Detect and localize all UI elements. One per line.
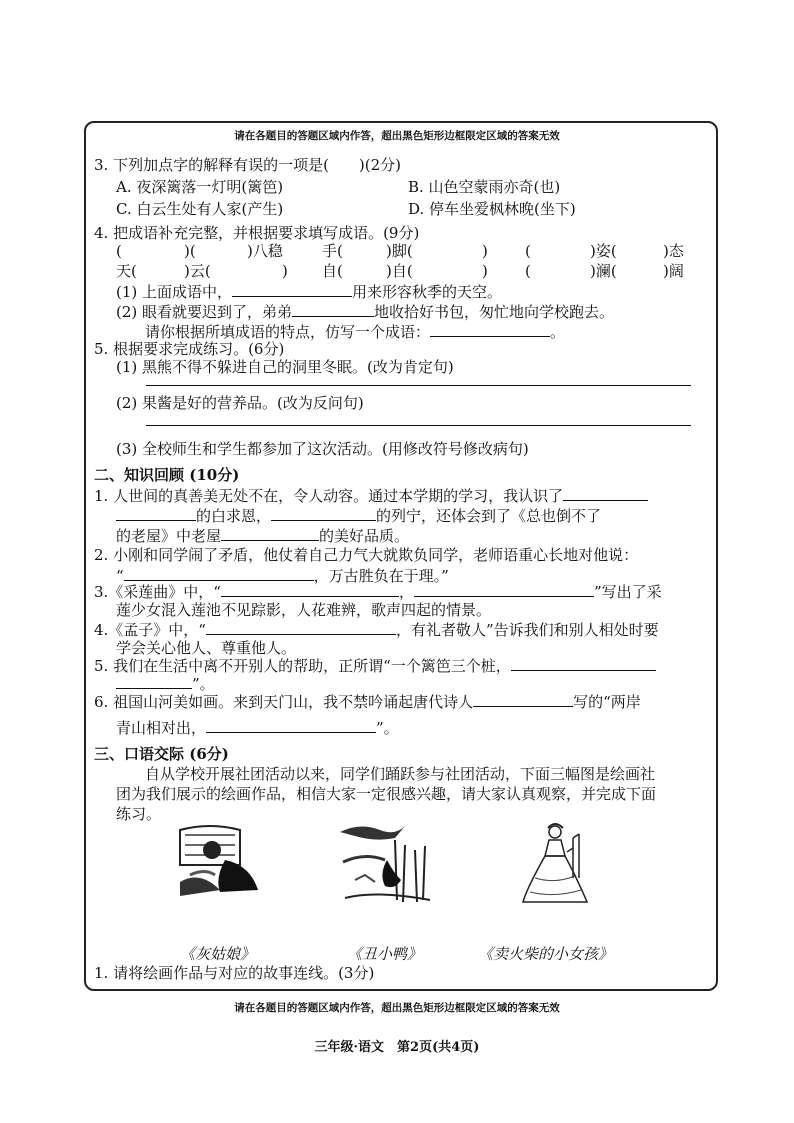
- s2-q2-tail: ，万古胜负在于理。”: [313, 567, 449, 585]
- q4-sub2-text: (2) 眼看就要迟到了，弟弟: [116, 303, 293, 321]
- s2-q2-text: “: [116, 567, 124, 585]
- s2-q3-text: 3.《采莲曲》中，“: [94, 583, 221, 601]
- answer-blank[interactable]: [511, 656, 656, 671]
- s2-q1-line3: [116, 526, 409, 545]
- drawing-cinderella[interactable]: [515, 818, 595, 906]
- caption-cinderella: 《灰姑娘》: [180, 945, 256, 963]
- s2-q3-line1: [94, 582, 662, 601]
- answer-blank[interactable]: [292, 302, 374, 317]
- s2-q1-line1: [94, 486, 648, 505]
- answer-blank[interactable]: [473, 692, 573, 707]
- idiom-cell: 天(: [116, 262, 137, 280]
- s2-q1-text4: 的老屋》中老屋: [116, 527, 222, 545]
- answer-blank[interactable]: [232, 282, 352, 297]
- answer-blank[interactable]: [116, 506, 196, 521]
- s2-q1-text2: 的白求恩，: [196, 507, 272, 525]
- s2-q3-tail: ”写出了采: [594, 583, 662, 601]
- q3-option-b: B. 山色空蒙雨亦奇(也): [408, 178, 561, 196]
- s2-q4-tail: ，有礼者敬人”告诉我们和别人相处时要: [395, 621, 659, 639]
- q5-sub2: (2) 果酱是好的营养品。(改为反问句): [116, 394, 364, 412]
- section-2-title: 二、知识回顾 (10分): [94, 466, 240, 484]
- idiom-cell: ): [282, 262, 288, 280]
- idiom-cell: )姿(: [590, 242, 617, 260]
- s2-q5-tail: ”。: [192, 675, 215, 693]
- q4-sub2: [116, 302, 614, 321]
- s2-q1-line2: [116, 506, 601, 525]
- idiom-cell: )阔: [663, 262, 684, 280]
- q5-stem: 5. 根据要求完成练习。(6分): [94, 340, 285, 358]
- q4-sub1-text: (1) 上面成语中，: [116, 283, 233, 301]
- s3-q1: 1. 请将绘画作品与对应的故事连线。(3分): [94, 964, 375, 982]
- idiom-cell: )八稳: [247, 242, 283, 260]
- idiom-cell: 自(: [322, 262, 343, 280]
- idiom-cell: )脚(: [386, 242, 413, 260]
- q3-option-c: C. 白云生处有人家(产生): [116, 200, 284, 218]
- q4-imitate-text: 请你根据所填成语的特点，仿写一个成语：: [145, 323, 431, 341]
- s2-q6-line1: [94, 692, 641, 711]
- s2-q2-line1: 2. 小刚和同学闹了矛盾，他仗着自己力气大就欺负同学，老师语重心长地对他说：: [94, 546, 639, 564]
- idiom-cell: (: [525, 242, 531, 260]
- s3-paragraph-1: 自从学校开展社团活动以来，同学们踊跃参与社团活动，下面三幅图是绘画社: [145, 765, 656, 783]
- caption-match-girl: 《卖火柴的小女孩》: [478, 945, 614, 963]
- drawing-match-girl[interactable]: [335, 820, 435, 905]
- answer-blank[interactable]: [271, 506, 376, 521]
- idiom-cell: ): [482, 262, 488, 280]
- q3-option-d: D. 停车坐爱枫林晚(坐下): [408, 200, 576, 218]
- q4-sub2-imitate: [145, 322, 565, 341]
- idiom-cell: )自(: [386, 262, 413, 280]
- answer-line[interactable]: [146, 385, 691, 386]
- q4-sub1-tail: 用来形容秋季的天空。: [352, 283, 503, 301]
- q4-sub1: [116, 282, 502, 301]
- s2-q6-tail2: ”。: [376, 719, 399, 737]
- q5-sub1: (1) 黑熊不得不躲进自己的洞里冬眠。(改为肯定句): [116, 358, 454, 376]
- s2-q6-text: 6. 祖国山河美如画。来到天门山，我不禁吟诵起唐代诗人: [94, 693, 474, 711]
- idiom-cell: )(: [184, 242, 196, 260]
- answer-blank[interactable]: [221, 526, 319, 541]
- page-footer: 三年级·语文 第2页(共4页): [314, 1040, 480, 1055]
- s2-q1-text5: 的美好品质。: [319, 527, 410, 545]
- answer-blank[interactable]: [116, 674, 192, 689]
- idiom-cell: (: [525, 262, 531, 280]
- answer-line[interactable]: [146, 425, 691, 426]
- s2-q3-comma: ，: [398, 583, 414, 601]
- s2-q3-line2: 莲少女混入莲池不见踪影，人花难辨，歌声四起的情景。: [116, 601, 492, 619]
- s2-q4-line1: [94, 620, 659, 639]
- q3-stem: 3. 下列加点字的解释有误的一项是( )(2分): [94, 156, 402, 174]
- s2-q5-line2: [116, 674, 215, 693]
- q4-sub2-tail: 地收拾好书包，匆忙地向学校跑去。: [374, 303, 615, 321]
- s2-q4-line2: 学会关心他人、尊重他人。: [116, 639, 297, 657]
- idiom-cell: )澜(: [590, 262, 617, 280]
- top-notice: 请在各题目的答题区域内作答，超出黑色矩形边框限定区域的答案无效: [234, 130, 560, 142]
- section-3-title: 三、口语交际 (6分): [94, 745, 229, 763]
- q4-stem: 4. 把成语补充完整，并根据要求填写成语。(9分): [94, 224, 420, 242]
- idiom-cell: (: [116, 242, 122, 260]
- q4-imitate-tail: 。: [550, 323, 566, 341]
- idiom-cell: 手(: [322, 242, 343, 260]
- idiom-cell: )态: [663, 242, 684, 260]
- idiom-cell: ): [482, 242, 488, 260]
- answer-blank[interactable]: [206, 718, 376, 733]
- idiom-cell: )云(: [184, 262, 211, 280]
- s2-q5-line1: [94, 656, 656, 675]
- q5-sub3: (3) 全校师生和学生都参加了这次活动。(用修改符号修改病句): [116, 440, 529, 458]
- answer-blank[interactable]: [414, 582, 594, 597]
- q3-option-a: A. 夜深篱落一灯明(篱笆): [116, 178, 284, 196]
- s2-q6-line2: [116, 718, 399, 737]
- s2-q5-text: 5. 我们在生活中离不开别人的帮助，正所谓“一个篱笆三个桩，: [94, 657, 511, 675]
- answer-blank[interactable]: [206, 620, 396, 635]
- s3-paragraph-3: 练习。: [116, 805, 162, 823]
- answer-blank[interactable]: [221, 582, 399, 597]
- caption-ugly-duckling: 《丑小鸭》: [347, 945, 423, 963]
- answer-blank[interactable]: [430, 322, 550, 337]
- drawing-ugly-duckling[interactable]: [170, 820, 265, 900]
- answer-blank[interactable]: [563, 486, 648, 501]
- s2-q1-text3: 的列宁，还体会到了《总也倒不了: [376, 507, 602, 525]
- bottom-notice: 请在各题目的答题区域内作答，超出黑色矩形边框限定区域的答案无效: [234, 1002, 560, 1014]
- s2-q4-text: 4.《孟子》中，“: [94, 621, 206, 639]
- answer-blank[interactable]: [124, 566, 314, 581]
- s2-q1-text: 1. 人世间的真善美无处不在，令人动容。通过本学期的学习，我认识了: [94, 487, 564, 505]
- s2-q6-tail: 写的“两岸: [573, 693, 641, 711]
- s2-q6-text2: 青山相对出，: [116, 719, 207, 737]
- s3-paragraph-2: 团为我们展示的绘画作品，相信大家一定很感兴趣，请大家认真观察，并完成下面: [116, 785, 657, 803]
